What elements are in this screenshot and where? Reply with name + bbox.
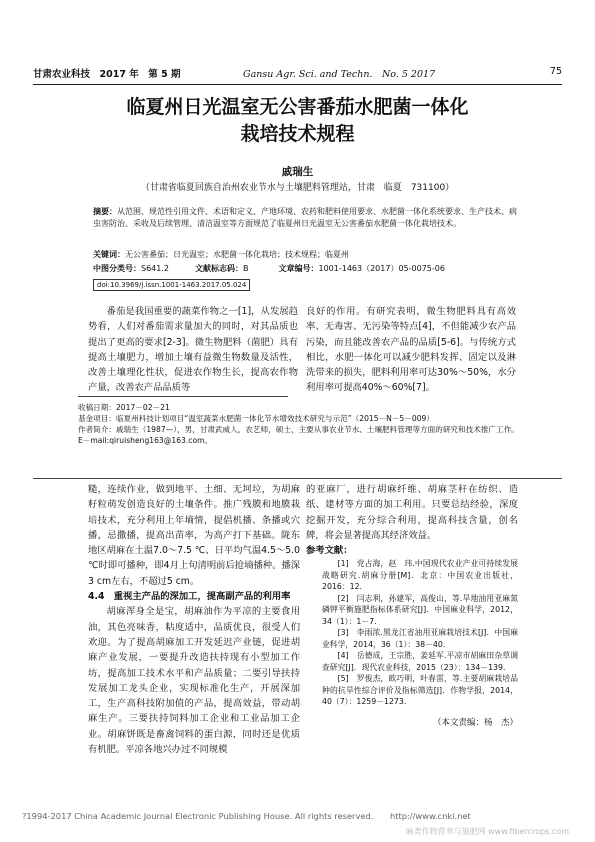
clc-value: S641.2 bbox=[141, 264, 169, 273]
reference-item: [2] 闫志利，孙建军，高俊山，等.旱地油用亚麻氮磷钾平衡施肥指标体系研究[J]．中国麻业科学，2012，34（1）：1－7. bbox=[322, 593, 518, 626]
page-footer bbox=[22, 810, 573, 822]
abstract bbox=[93, 206, 520, 230]
classification-line bbox=[93, 263, 520, 275]
keywords bbox=[93, 249, 520, 261]
clc-label: 中图分类号： bbox=[93, 264, 141, 273]
lower-column-right bbox=[306, 482, 518, 731]
article-no-label: 文章编号： bbox=[278, 264, 319, 273]
intro-column-left bbox=[88, 304, 298, 396]
reference-list bbox=[306, 558, 518, 708]
section-heading-4-4: 4.4 重视主产品的深加工，提高副产品的利用率 bbox=[88, 591, 291, 603]
running-header bbox=[33, 66, 562, 82]
intro-paragraph-right: 良好的作用。有研究表明，微生物肥料具有高效率、无毒害、无污染等特点[4]，不但能减少农产品污染，而且能改善农产品的品质[5-6]。与传统方式相比，水肥一体化可以减少肥料发挥、固定以及淋洗带来的损失，肥料利用率可达30%～50%，水分利用率可提高40%～60%[7]。 bbox=[306, 306, 516, 394]
doi-box: doi:10.3969/j.issn.1001-1463.2017.05.024 bbox=[93, 279, 250, 291]
header-rule bbox=[33, 84, 562, 85]
header-year-issue: 2017 年 第 5 期 bbox=[99, 69, 181, 80]
header-english bbox=[243, 66, 435, 80]
planting-paragraph: 糙，连续作业，做到地平、土细、无坷垃，为胡麻籽粒萌发创造良好的土壤条件。推广残膜和地膜栽培技术，充分利用上年墒情，提倡机播、条播或穴播，忌撒播，提高出苗率，为高产打下基础。陇东地区胡麻在土温7.0～7.5 ℃、日平均气温4.5～5.0 ℃时即可播种，即4月上旬清明前后抢墒播种。播深3 cm左右，不超过5 cm。 bbox=[88, 484, 300, 587]
header-journal-issue bbox=[33, 66, 181, 80]
doc-code-value: B bbox=[242, 264, 249, 273]
processing-paragraph: 胡麻浑身全是宝，胡麻油作为平凉的主要食用油，其色亮味香，粘度适中，品质优良，很受人们欢迎。为了提高胡麻加工开发延迟产业链，促进胡麻产业发展，一要提升改造扶持现有小型加工作坊，提高加工技术水平和产品质量；二要引导扶持发展加工龙头企业，实现标准化生产，开展深加工，生产高科技附加值的产品，提高效益，带动胡麻生产。三要扶持饲料加工企业和工业品加工企业。胡麻饼既是畜禽饲料的蛋白源，同时还是优质有机肥。平凉各地兴办过不同规模 bbox=[88, 606, 300, 756]
reference-item: [3] 李雨浓.黑龙江省油用亚麻栽培技术[J]．中国麻业科学，2014，36（1）：38－40. bbox=[322, 628, 518, 649]
watermark-text: 麻类作物营养与施肥网 www.fibercrops.com bbox=[405, 827, 569, 836]
responsible-editor: （本文责编：杨 杰） bbox=[432, 717, 518, 728]
reference-item: [4] 岳德成，王宗胜，姜延军.平凉市胡麻田杂草调查研究[J]．现代农业科技，2015（23）：134－139. bbox=[322, 651, 518, 672]
conclusion-paragraph: 的亚麻厂，进行胡麻纤维、胡麻茎秆在纺织、造纸、建材等方面的加工利用。只要总结经验，深度挖掘开发，充分综合利用，提高科技含量，创名牌，将会显著提高其经济效益。 bbox=[306, 484, 518, 541]
lower-column-left bbox=[88, 482, 300, 757]
reference-item: [1] 党占海，赵 玮.中国现代农业产业可持续发展战略研究.胡麻分册[M]．北京：中国农业出版社，2016：12. bbox=[322, 559, 518, 592]
doc-code-label: 文献标志码： bbox=[194, 264, 243, 273]
article-no-value: 1001-1463（2017）05-0075-06 bbox=[318, 264, 445, 273]
author-bio: 作者简介：戚瑞生（1987—），男，甘肃武威人，农艺师，硕士，主要从事农业节水、土壤肥料管理等方面的研究和技术推广工作。E－mail:qiruisheng163@163.com。 bbox=[78, 425, 519, 445]
received-date: 收稿日期：2017－02－21 bbox=[78, 403, 170, 412]
reference-item: [5] 罗俊杰，欧巧明，叶春雷，等.主要胡麻栽培品种的抗旱性综合评价及指标筛选[J]．作物学报，2014，40（7）：1259－1273. bbox=[322, 674, 518, 707]
references-heading: 参考文献： bbox=[306, 545, 353, 557]
article-title bbox=[40, 94, 555, 148]
header-issue-en: No. 5 2017 bbox=[381, 69, 436, 80]
author-affiliation: （甘肃省临夏回族自治州农业节水与土壤肥料管理站，甘肃 临夏 731100） bbox=[140, 183, 455, 193]
intro-paragraph-left: 番茄是我国重要的蔬菜作物之一[1]，从发展趋势看，人们对番茄需求量加大的同时，对其品质也提出了更高的要求[2-3]。微生物肥料（菌肥）具有提高土壤肥力，增加土壤有益微生物数量及活性，改善土壤理化性状，促进农作物生长，提高农作物产量，改善农产品品质等 bbox=[88, 306, 298, 394]
header-journal-en: Gansu Agr. Sci. and Techn. bbox=[243, 69, 373, 80]
title-line-1: 临夏州日光温室无公害番茄水肥菌一体化 bbox=[126, 96, 469, 118]
copyright-line: ?1994-2017 China Academic Journal Electronic Publishing House. All rights reserved. http://www.cnki.net bbox=[22, 811, 471, 821]
keywords-text: 无公害番茄；日光温室；水肥菌一体化栽培；技术规程；临夏州 bbox=[125, 250, 349, 259]
footnote bbox=[78, 402, 523, 446]
intro-column-right bbox=[306, 304, 516, 396]
keywords-label: 关键词： bbox=[93, 250, 125, 259]
author-name: 戚瑞生 bbox=[281, 166, 314, 178]
title-line-2: 栽培技术规程 bbox=[240, 123, 355, 145]
page-number: 75 bbox=[549, 66, 562, 77]
section-divider bbox=[33, 478, 562, 479]
footnote-rule bbox=[78, 396, 288, 397]
header-journal-name: 甘肃农业科技 bbox=[33, 69, 91, 80]
fund-project: 基金项目：临夏州科技计划项目“温室蔬菜水肥菌一体化节水增效技术研究与示范”（2015－N－5－009） bbox=[78, 414, 434, 423]
abstract-label: 摘要： bbox=[93, 207, 117, 216]
abstract-text: 从范围、规范性引用文件、术语和定义、产地环境、农药和肥料使用要求、水肥菌一体化系统要求、生产技术、病虫害防治、采收及后续管理、清洁温室等方面规范了临夏州日光温室无公害番茄水肥菌一体化栽培技术。 bbox=[93, 207, 517, 228]
